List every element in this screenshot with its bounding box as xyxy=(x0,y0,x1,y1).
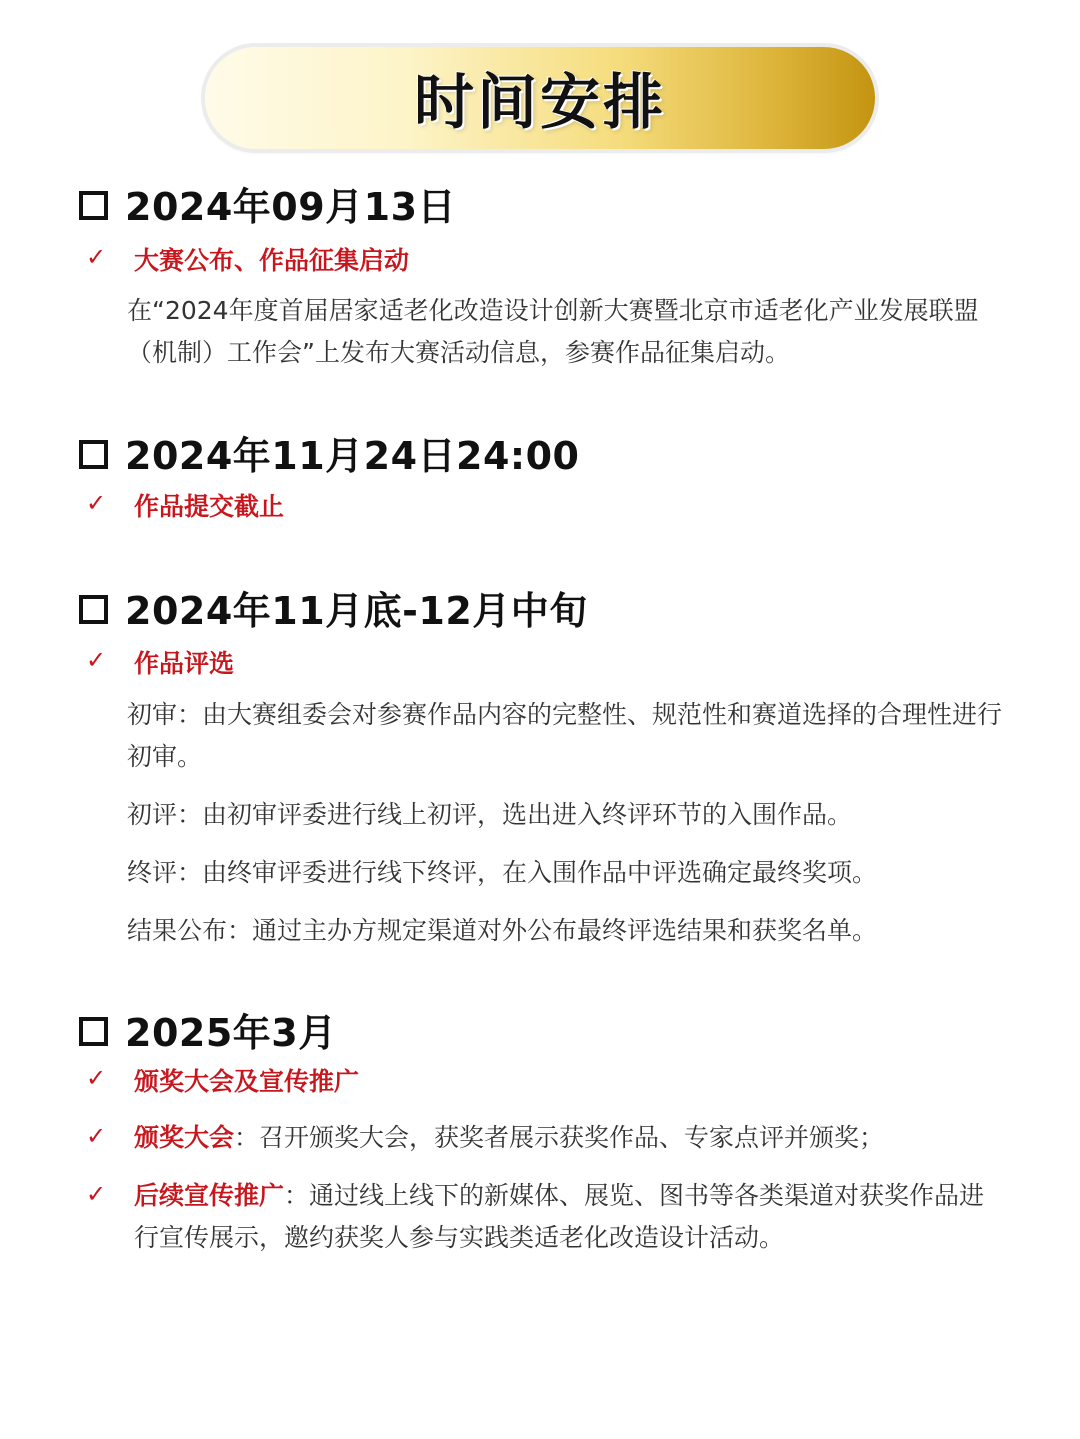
page-title: 时间安排 xyxy=(414,68,666,138)
check-icon: ✓ xyxy=(86,1180,107,1208)
check-icon: ✓ xyxy=(86,646,107,674)
item-title: 作品提交截止 xyxy=(134,492,285,521)
checkbox-icon xyxy=(79,1017,108,1046)
paragraph: 在“2024年度首届居家适老化改造设计创新大赛暨北京市适老化产业发展联盟（机制）工作会”上发布大赛活动信息，参赛作品征集启动。 xyxy=(127,296,979,367)
section-2 xyxy=(0,431,1080,483)
section-1 xyxy=(0,182,1080,234)
item-title: 大赛公布、作品征集启动 xyxy=(134,246,410,275)
checkbox-icon xyxy=(79,595,108,624)
section-4-item xyxy=(0,1064,1080,1104)
item-label: 后续宣传推广 xyxy=(134,1181,285,1210)
item-row xyxy=(0,1064,1080,1104)
paragraph-preliminary-review: 初审：由大赛组委会对参赛作品内容的完整性、规范性和赛道选择的合理性进行初审。 xyxy=(127,700,1003,771)
item-row xyxy=(0,646,1080,686)
check-icon: ✓ xyxy=(86,243,107,271)
item-row xyxy=(0,489,1080,529)
section-date: 2024年11月底-12月中旬 xyxy=(125,589,588,633)
check-icon: ✓ xyxy=(86,489,107,517)
checkbox-icon xyxy=(79,191,108,220)
section-3 xyxy=(0,586,1080,638)
title-banner xyxy=(205,47,875,149)
section-date: 2024年11月24日24:00 xyxy=(125,434,580,478)
checkbox-icon xyxy=(79,440,108,469)
item-text: ：召开颁奖大会，获奖者展示获奖作品、专家点评并颁奖； xyxy=(234,1123,885,1152)
check-icon: ✓ xyxy=(86,1064,107,1092)
item-title: 作品评选 xyxy=(134,649,235,678)
section-1-item xyxy=(0,243,1080,283)
paragraph-results: 结果公布：通过主办方规定渠道对外公布最终评选结果和获奖名单。 xyxy=(127,916,878,945)
item-text: ：通过线上线下的新媒体、展览、图书等各类渠道对获奖作品进行宣传展示，邀约获奖人参与实践类适老化改造设计活动。 xyxy=(134,1181,985,1252)
section-date: 2024年09月13日 xyxy=(125,185,457,229)
section-date: 2025年3月 xyxy=(125,1011,337,1055)
item-row xyxy=(0,243,1080,283)
date-row xyxy=(0,586,1080,638)
date-row xyxy=(0,431,1080,483)
section-4 xyxy=(0,1008,1080,1060)
paragraph-final-evaluation: 终评：由终审评委进行线下终评，在入围作品中评选确定最终奖项。 xyxy=(127,858,878,887)
date-row xyxy=(0,182,1080,234)
check-icon: ✓ xyxy=(86,1122,107,1150)
section-2-item xyxy=(0,489,1080,529)
promotion-item xyxy=(134,1175,1004,1259)
paragraph-first-evaluation: 初评：由初审评委进行线上初评，选出进入终评环节的入围作品。 xyxy=(127,800,853,829)
date-row xyxy=(0,1008,1080,1060)
section-3-item xyxy=(0,646,1080,686)
award-ceremony-item xyxy=(134,1117,1004,1159)
item-label: 颁奖大会 xyxy=(134,1123,235,1152)
item-title: 颁奖大会及宣传推广 xyxy=(134,1067,360,1096)
